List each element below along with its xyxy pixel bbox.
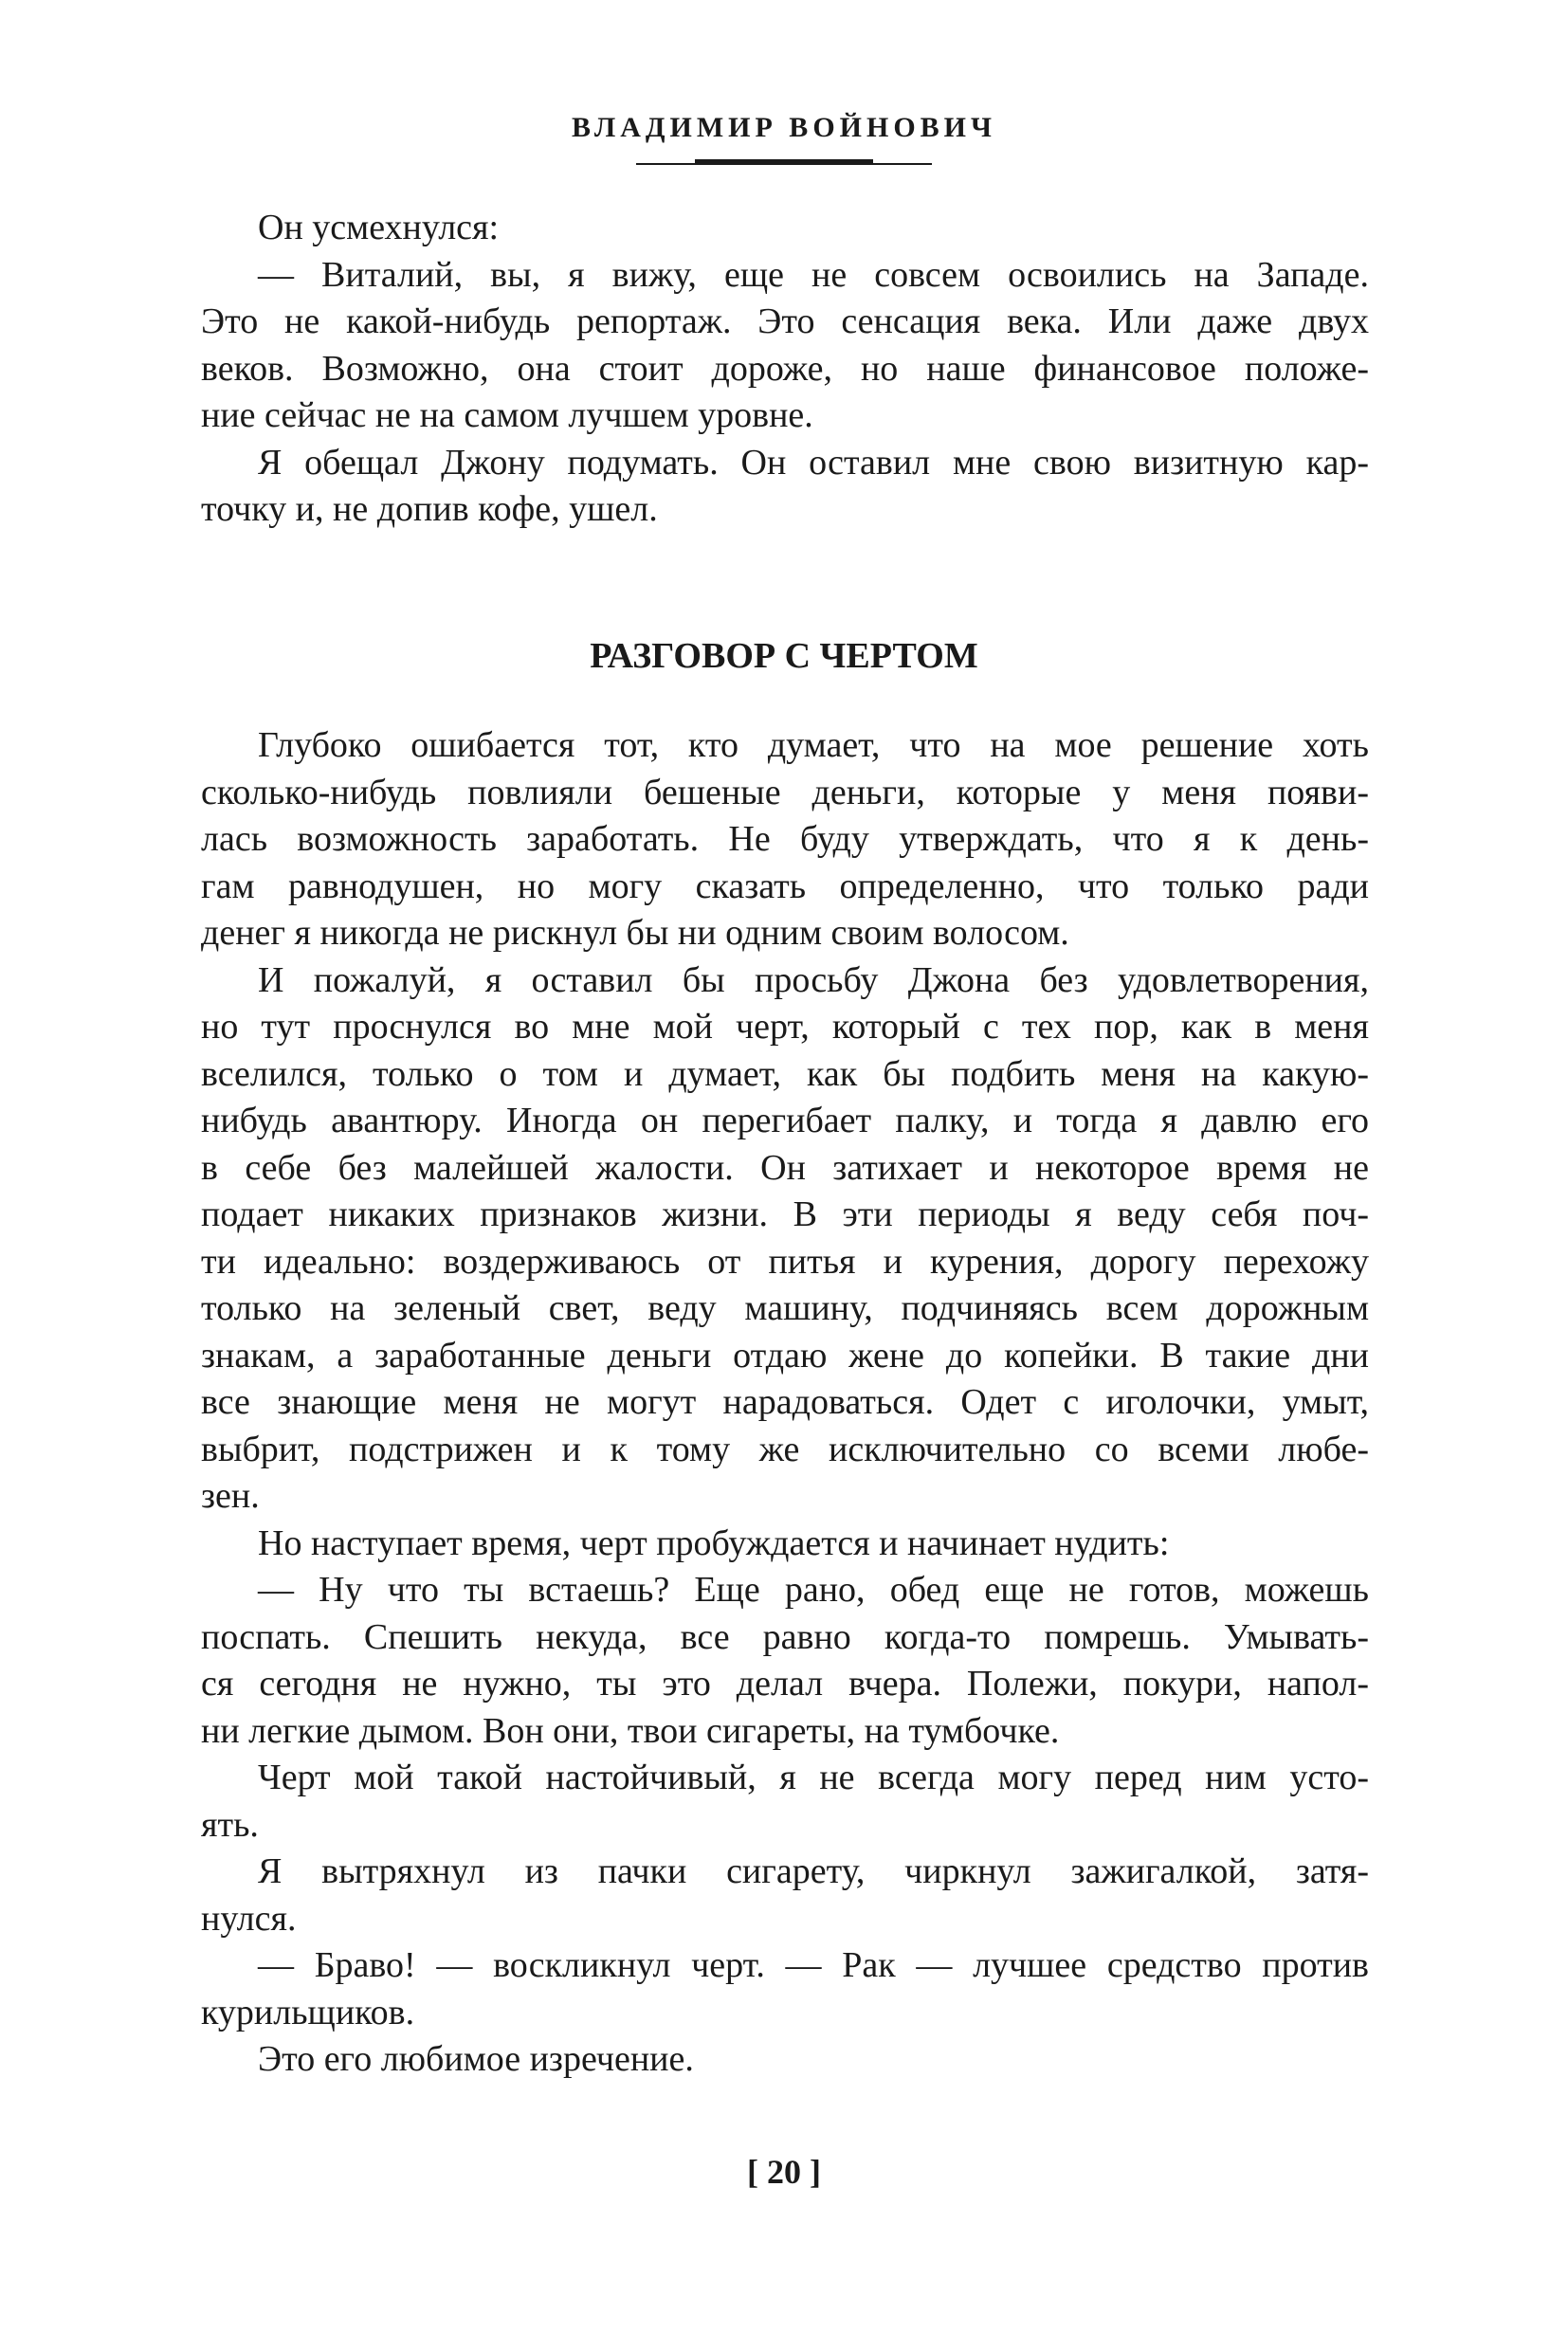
text-line: ни легкие дымом. Вон они, твои сигареты, на тумбочке. (201, 1710, 1060, 1751)
text-line: зен. (201, 1476, 260, 1516)
text-line: нулся. (201, 1898, 297, 1939)
text-line: только на зеленый свет, веду машину, подчиняясь всем дорожным (201, 1288, 1369, 1328)
text-line: веков. Возможно, она стоит дороже, но наше финансовое положе- (201, 348, 1369, 389)
text-block-chapter-body (201, 722, 1369, 2084)
text-line: ять. (201, 1804, 259, 1845)
text-line: подает никаких признаков жизни. В эти периоды я веду себя поч- (201, 1194, 1369, 1234)
text-line: И пожалуй, я оставил бы просьбу Джона без удовлетворения, (258, 959, 1369, 1000)
text-line: Я обещал Джону подумать. Он оставил мне свою визитную кар- (258, 442, 1369, 483)
text-line: знакам, а заработанные деньги отдаю жене до копейки. В такие дни (201, 1335, 1369, 1376)
text-line: Черт мой такой настойчивый, я не всегда могу перед ним усто- (258, 1758, 1369, 1797)
text-line: Это не какой-нибудь репортаж. Это сенсация века. Или даже двух (201, 301, 1369, 341)
text-line: гам равнодушен, но могу сказать определенно, что только ради (201, 866, 1369, 906)
text-line: ся сегодня не нужно, ты это делал вчера. Полежи, покури, напол- (201, 1664, 1369, 1704)
text-line: денег я никогда не рискнул бы ни одним своим волосом. (201, 913, 1069, 953)
header-rule-accent (695, 159, 873, 165)
text-block-previous-chapter (201, 205, 1369, 534)
text-line: курильщиков. (201, 1992, 415, 2032)
text-line: Он усмехнулся: (258, 208, 500, 247)
text-line: Я вытряхнул из пачки сигарету, чиркнул зажигалкой, затя- (258, 1851, 1369, 1891)
page-number: [ 20 ] (747, 2153, 821, 2191)
running-head: ВЛАДИМИР ВОЙНОВИЧ (571, 112, 997, 143)
text-line: Глубоко ошибается тот, кто думает, что на мое решение хоть (258, 725, 1369, 765)
text-line: нибудь авантюру. Иногда он перегибает палку, и тогда я давлю его (201, 1101, 1369, 1140)
text-line: ти идеально: воздерживаюсь от питья и курения, дорогу перехожу (201, 1241, 1369, 1282)
text-line: — Ну что ты встаешь? Еще рано, обед еще не готов, можешь (258, 1570, 1369, 1610)
text-line: выбрит, подстрижен и к тому же исключительно со всеми любе- (201, 1429, 1369, 1469)
text-line: вселился, только о том и думает, как бы подбить меня на какую- (201, 1053, 1369, 1094)
text-line: поспать. Спешить некуда, все равно когда-то помрешь. Умывать- (201, 1616, 1369, 1657)
text-line: Это его любимое изречение. (258, 2039, 694, 2079)
text-line: Но наступает время, черт пробуждается и начинает нудить: (258, 1522, 1170, 1563)
text-line: лась возможность заработать. Не буду утверждать, что я к день- (201, 819, 1369, 859)
text-line: но тут проснулся во мне мой черт, который с тех пор, как в меня (201, 1007, 1369, 1047)
chapter-title: РАЗГОВОР С ЧЕРТОМ (590, 636, 978, 676)
text-line: — Виталий, вы, я вижу, еще не совсем освоились на Западе. (258, 254, 1369, 295)
text-line: — Браво! — воскликнул черт. — Рак — лучшее средство против (258, 1945, 1369, 1985)
text-line: ние сейчас не на самом лучшем уровне. (201, 395, 813, 435)
text-line: все знающие меня не могут нарадоваться. Одет с иголочки, умыт, (201, 1382, 1369, 1422)
text-line: сколько-нибудь повлияли бешеные деньги, которые у меня появи- (201, 772, 1369, 812)
text-line: в себе без малейшей жалости. Он затихает и некоторое время не (201, 1147, 1369, 1188)
text-line: точку и, не допив кофе, ушел. (201, 489, 658, 529)
